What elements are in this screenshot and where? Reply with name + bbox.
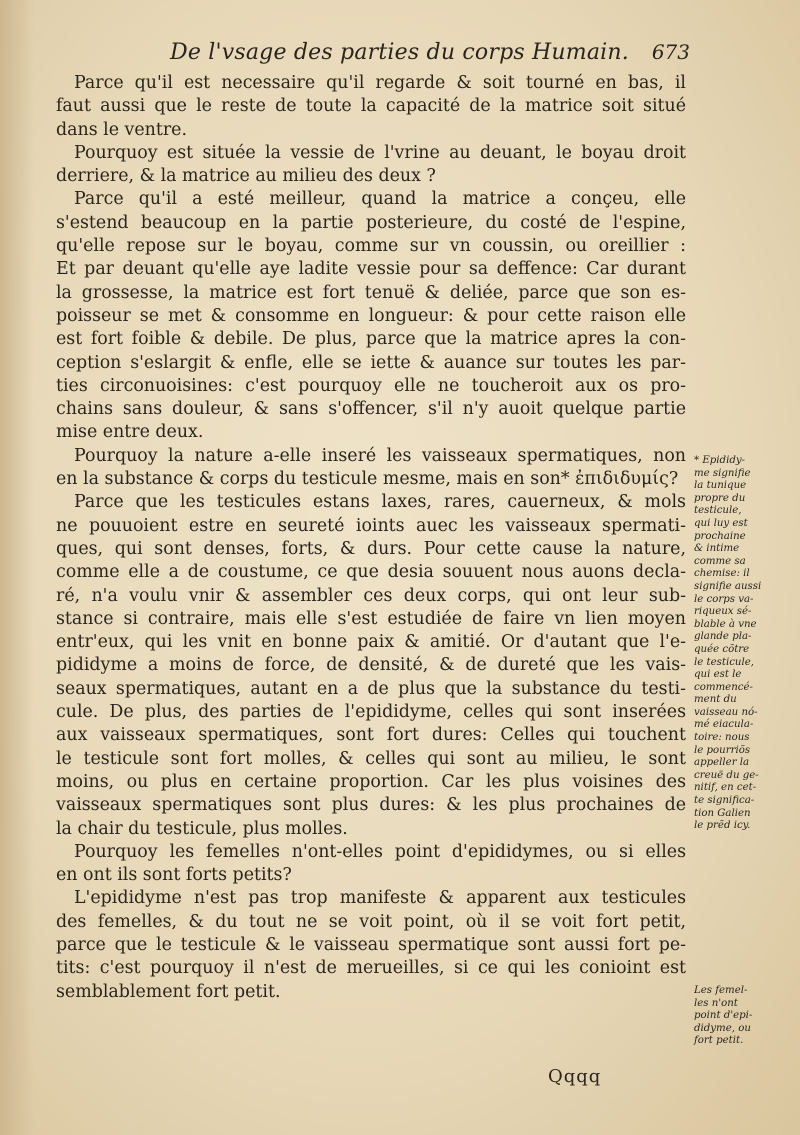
- margin-note-line: toire: nous: [694, 732, 750, 744]
- text-line: seaux spermatiques, autant en a de plus que la substance du testi-: [56, 678, 686, 699]
- text-line: entr'eux, qui les vnit en bonne paix & amitié. Or d'autant que l'e-: [56, 632, 686, 653]
- margin-note-line: glande pla-: [694, 631, 752, 643]
- text-line: derriere, & la matrice au milieu des deux ?: [56, 166, 436, 187]
- text-line: mise entre deux.: [56, 422, 204, 443]
- page-number: 673: [651, 40, 690, 64]
- text-line: est fort foible & debile. De plus, parce que la matrice apres la con-: [56, 329, 686, 350]
- main-text-block: [56, 72, 686, 1004]
- text-line: Pourquoy les femelles n'ont-elles point d'epididymes, ou si elles: [74, 841, 686, 862]
- margin-note-line: quée cõtre: [694, 643, 750, 655]
- text-line: Pourquoy est située la vessie de l'vrine au deuant, le boyau droit: [74, 142, 686, 163]
- margin-note-line: Les femel-: [694, 985, 748, 996]
- text-line: ré, n'a voulu vnir & assembler ces deux corps, qui ont leur sub-: [56, 585, 686, 606]
- page-gutter-shadow: [0, 0, 34, 1135]
- text-line: poisseur se met & consomme en longueur: & pour cette raison elle: [56, 305, 686, 326]
- margin-note-line: qui luy est: [694, 517, 748, 529]
- text-line: vaisseaux spermatiques sont plus dures: & les plus prochaines de: [56, 795, 686, 816]
- text-line: L'epididyme n'est pas trop manifeste & apparent aux testicules: [74, 888, 686, 909]
- text-line: en la substance & corps du testicule mesme, mais en son* ἐπιδιδυμίς?: [56, 469, 679, 490]
- margin-note-line: prochaine: [694, 530, 746, 542]
- text-line: Parce qu'il a esté meilleur, quand la matrice a conçeu, elle: [74, 189, 686, 210]
- text-line: comme elle a de coustume, ce que desia souuent nous auons decla-: [56, 562, 686, 583]
- margin-note-epididyme: [694, 455, 786, 833]
- text-line: Parce qu'il est necessaire qu'il regarde & soit tourné en bas, il: [74, 73, 686, 93]
- margin-note-line: vaisseau nó-: [694, 706, 758, 718]
- text-line: aux vaisseaux spermatiques, sont fort dures: Celles qui touchent: [56, 725, 686, 746]
- text-line: cule. De plus, des parties de l'epididyme, celles qui sont inserées: [56, 702, 686, 723]
- text-line: ception s'eslargit & enfle, elle se iette & auance sur toutes les par-: [56, 352, 686, 373]
- margin-note-line: blable à vne: [694, 618, 757, 630]
- text-line: ne pouuoient estre en seureté ioints auec les vaisseaux spermati-: [56, 515, 686, 536]
- margin-note-line: le pourriõs: [694, 744, 751, 756]
- text-line: qu'elle repose sur le boyau, comme sur vn coussin, ou oreillier :: [56, 236, 686, 257]
- text-line: la grossesse, la matrice est fort tenuë & deliée, parce que son es-: [56, 282, 686, 303]
- margin-note-line: ment du: [694, 694, 737, 706]
- text-line: parce que le testicule & le vaisseau spermatique sont aussi fort pe-: [56, 934, 686, 955]
- text-line: semblablement fort petit.: [56, 981, 281, 1002]
- text-line: tits: c'est pourquoy il n'est de merueilles, si ce qui les conioint est: [56, 958, 686, 979]
- margin-note-line: le testicule,: [694, 656, 755, 668]
- text-line: le testicule sont fort molles, & celles qui sont au milieu, le sont: [56, 748, 686, 769]
- text-line: faut aussi que le reste de toute la capacité de la matrice soit situé: [56, 96, 686, 117]
- margin-note-line: les n'ont: [694, 997, 738, 1009]
- text-line: la chair du testicule, plus molles.: [56, 818, 348, 839]
- text-line: Parce que les testicules estans laxes, rares, cauerneux, & mols: [74, 492, 686, 513]
- margin-note-line: commencé-: [694, 681, 753, 693]
- margin-note-line: te significa-: [694, 795, 755, 807]
- margin-note-line: mé eiacula-: [694, 719, 754, 731]
- margin-note-line: testicule,: [694, 505, 742, 517]
- margin-note-line: * Epididy-: [694, 455, 746, 466]
- margin-note-line: la tunique: [694, 480, 747, 492]
- text-line: en ont ils sont forts petits?: [56, 865, 292, 886]
- margin-note-line: qui est le: [694, 669, 742, 681]
- text-line: dans le ventre.: [56, 119, 187, 140]
- margin-note-line: nitif, en cet-: [694, 782, 757, 794]
- margin-note-line: chemise: il: [694, 568, 750, 580]
- margin-note-line: creuë du ge-: [694, 769, 759, 781]
- text-line: chains sans douleur, & sans s'offencer, s'il n'y auoit quelque partie: [56, 399, 686, 420]
- page-header: [60, 40, 690, 70]
- margin-note-line: propre du: [694, 492, 746, 504]
- text-line: s'estend beaucoup en la partie posterieure, du costé de l'espine,: [56, 212, 686, 233]
- running-title: De l'vsage des parties du corps Humain.: [170, 40, 629, 65]
- text-line: stance si contraire, mais elle s'est estudiée de faire vn lien moyen: [56, 608, 686, 629]
- margin-note-line: comme sa: [694, 555, 746, 567]
- margin-note-line: signifie aussi: [694, 580, 762, 592]
- signature-mark: Qqqq: [548, 1066, 602, 1087]
- text-line: des femelles, & du tout ne se voit point, où il se voit fort petit,: [56, 911, 686, 932]
- margin-note-line: le prẽd icy.: [694, 820, 751, 832]
- margin-note-line: fort petit.: [694, 1035, 744, 1047]
- margin-note-line: didyme, ou: [694, 1022, 751, 1034]
- text-line: moins, ou plus en certaine proportion. Car les plus voisines des: [56, 771, 686, 792]
- margin-note-femelles: [694, 985, 786, 1048]
- text-line: pididyme a moins de force, de densité, & de dureté que les vais-: [56, 655, 686, 676]
- text-line: ties circonuoisines: c'est pourquoy elle ne toucheroit aux os pro-: [56, 375, 686, 396]
- margin-note-line: tion Galien: [694, 807, 751, 819]
- margin-note-line: riqueux sé-: [694, 606, 752, 618]
- margin-note-line: & intime: [694, 543, 740, 555]
- margin-note-line: point d'epi-: [694, 1010, 753, 1022]
- margin-note-line: appeller la: [694, 757, 750, 769]
- margin-note-line: me signifie: [694, 467, 751, 479]
- margin-note-line: le corps va-: [694, 593, 754, 605]
- text-line: Pourquoy la nature a-elle inseré les vaisseaux spermatiques, non: [74, 445, 686, 466]
- text-line: ques, qui sont denses, forts, & durs. Pour cette cause la nature,: [56, 538, 686, 559]
- text-line: Et par deuant qu'elle aye ladite vessie pour sa deffence: Car durant: [56, 259, 686, 280]
